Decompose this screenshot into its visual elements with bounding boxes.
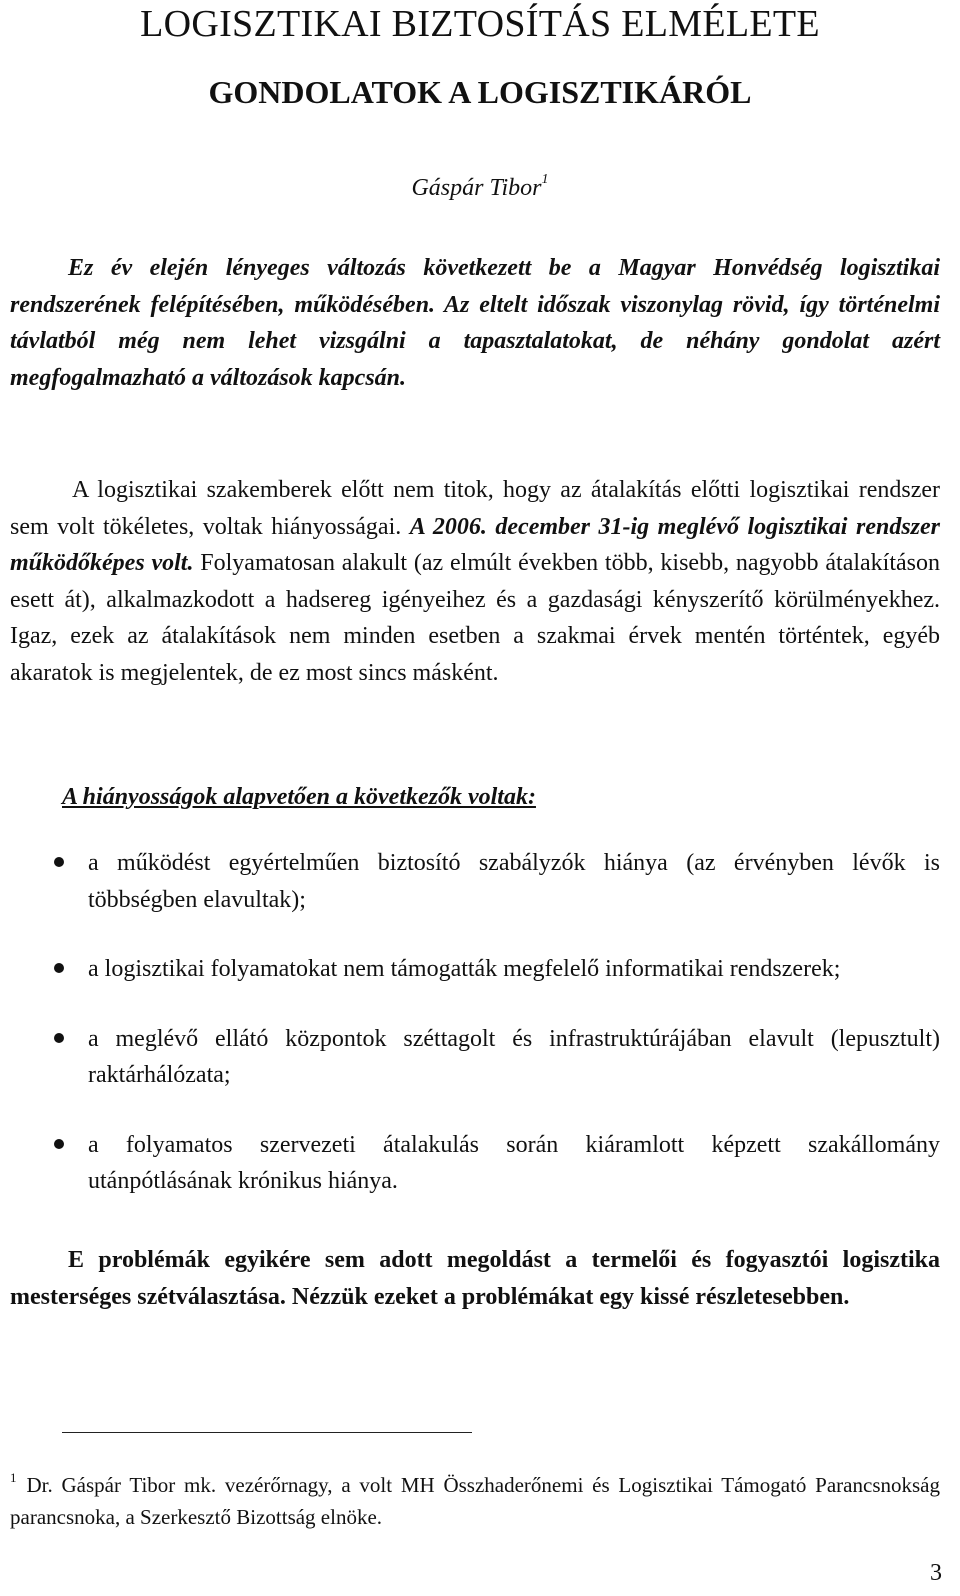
list-item-text: a folyamatos szervezeti átalakulás során kiáramlott képzett szakállomány utánpótlásának krónikus hiánya. bbox=[88, 1131, 940, 1194]
abstract-paragraph: Ez év elején lényeges változás következett be a Magyar Honvédség logisztikai rendszerének felépítésében, működésében. Az eltelt időszak viszonylag rövid, így történelmi távlatból még nem lehet vizsgálni a tapasztalatokat, de néhány gondolat azért megfogalmazható a változások kapcsán. bbox=[10, 255, 940, 391]
footnote bbox=[10, 1462, 940, 1533]
document-subtitle: GONDOLATOK A LOGISZTIKÁRÓL bbox=[208, 74, 752, 110]
footnote-mark: 1 bbox=[10, 1470, 17, 1485]
list-item bbox=[0, 1127, 940, 1200]
list-heading: A hiányosságok alapvetően a következők voltak: bbox=[62, 784, 536, 810]
body-paragraph-emphasis: A 2006. december 31-ig meglévő logisztikai rendszer működőképes volt. bbox=[10, 513, 940, 576]
footnote-text: Dr. Gáspár Tibor mk. vezérőrnagy, a volt MH Összhaderőnemi és Logisztikai Támogató Parancsnokság parancsnoka, a Szerkesztő Bizottság elnöke. bbox=[10, 1473, 940, 1529]
list-item bbox=[0, 845, 940, 918]
list-item-text: a meglévő ellátó központok széttagolt és infrastruktúrájában elavult (lepusztult) raktárhálózata; bbox=[88, 1025, 940, 1088]
author-footnote-mark: 1 bbox=[541, 172, 549, 187]
list-item bbox=[0, 1021, 940, 1094]
body-paragraph-start: A logisztikai szakemberek előtt nem titok, hogy az átalakítás előtti logisztikai rendszer sem volt tökéletes, voltak hiányosságai. bbox=[10, 477, 940, 540]
list-item bbox=[0, 951, 940, 988]
list-item-text: a logisztikai folyamatokat nem támogatták megfelelő informatikai rendszerek; bbox=[88, 956, 841, 982]
shortcomings-list bbox=[0, 845, 960, 1233]
bullet-icon bbox=[54, 963, 64, 973]
bullet-icon bbox=[54, 1033, 64, 1043]
page-number: 3 bbox=[930, 1560, 942, 1586]
footnote-separator bbox=[62, 1432, 472, 1433]
list-item-text: a működést egyértelműen biztosító szabályzók hiánya (az érvényben lévők is többségben elavultak); bbox=[88, 850, 940, 913]
author-line bbox=[0, 165, 960, 203]
bullet-icon bbox=[54, 857, 64, 867]
body-paragraph bbox=[10, 472, 940, 691]
document-title: LOGISZTIKAI BIZTOSÍTÁS ELMÉLETE bbox=[140, 3, 820, 45]
bullet-icon bbox=[54, 1139, 64, 1149]
body-paragraph-end: Folyamatosan alakult (az elmúlt években több, kisebb, nagyobb átalakításon esett át), alkalmazkodott a hadsereg igényeihez és a gazdasági kényszerítő körülményekhez. Igaz, ezek az átalakítások nem minden esetben a szakmai érvek mentén történtek, egyéb akaratok is megjelentek, de ez most sincs másként. bbox=[10, 550, 940, 686]
conclusion-paragraph: E problémák egyikére sem adott megoldást a termelői és fogyasztói logisztika mesterséges szétválasztása. Nézzük ezeket a problémákat egy kissé részletesebben. bbox=[10, 1247, 940, 1310]
author-name: Gáspár Tibor bbox=[411, 175, 542, 201]
